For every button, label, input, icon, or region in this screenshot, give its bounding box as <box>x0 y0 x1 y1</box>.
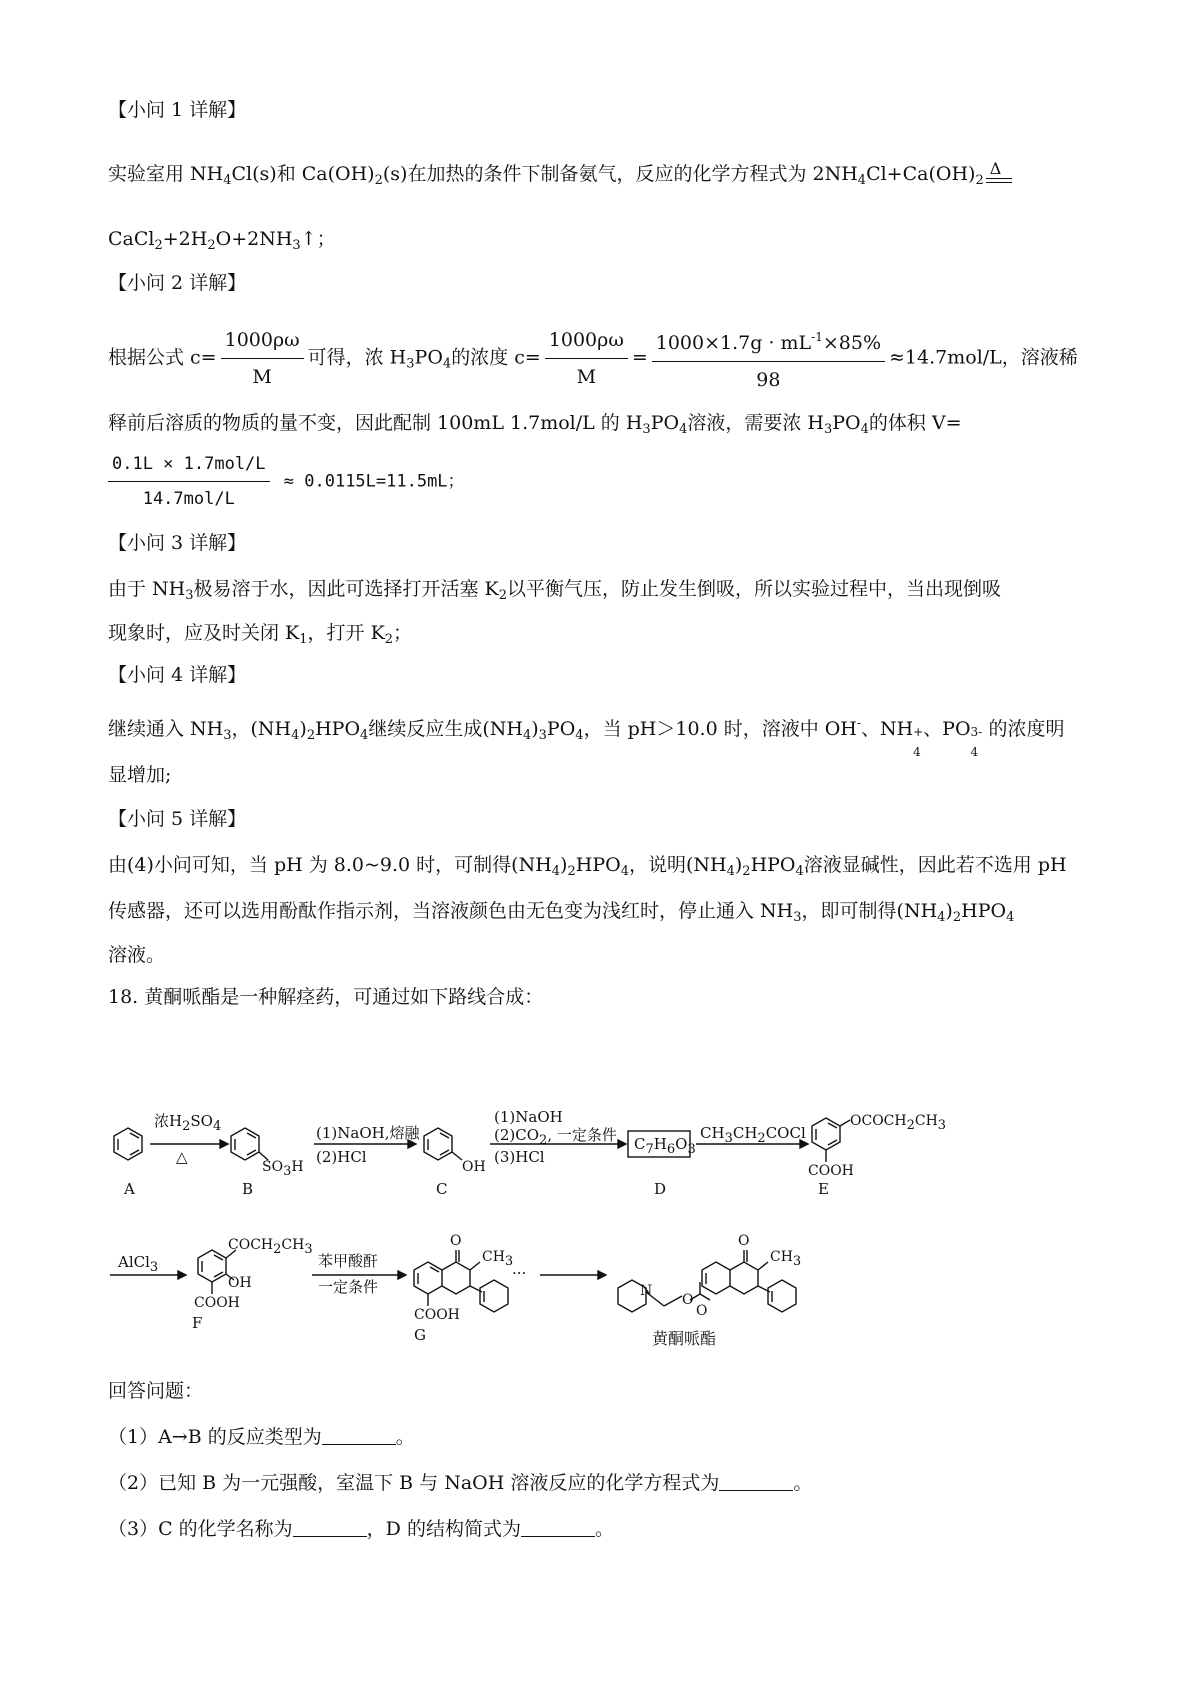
answer-blank[interactable] <box>521 1518 595 1537</box>
product-carbonyl-oxygen: O <box>738 1233 750 1249</box>
reagent-benzoic-anhydride: 苯甲酸酐 <box>318 1252 379 1270</box>
answer-prompt: 回答问题： <box>108 1380 204 1402</box>
g-carboxyl: COOH <box>414 1307 460 1323</box>
q5-text-line-3: 溶液。 <box>108 944 166 966</box>
q5-text-line-1: 由(4)小问可知，当 pH 为 8.0~9.0 时，可制得$(NH_4)_2HPO_4$，说明$(NH_4)_2HPO_4$溶液显碱性，因此若不选用 pH <box>108 854 1067 879</box>
label-a: A <box>124 1180 135 1198</box>
concentration-calc-fraction: $\frac{1000\times 1.7g \cdot mL^{-1}\times 85\%}{98}$ <box>652 322 885 395</box>
q4-text-line-1: 继续通入 $NH_3$，$(NH_4)_2HPO_4$继续反应生成$(NH_4)_3PO_4$，当 pH＞10.0 时，溶液中 OH-、NH + 4 、PO 3- 4 的浓度明 <box>108 716 1065 759</box>
multi-step-dots: ··· <box>512 1264 527 1282</box>
f-hydroxyl: OH <box>228 1275 252 1291</box>
q1-heading: 【小问 1 详解】 <box>108 99 247 121</box>
q2-text-line-2: 释前后溶质的物质的量不变，因此配制 100mL 1.7mol/L 的 $H_3PO_4$溶液，需要浓 $H_3PO_4$的体积 V= <box>108 412 962 437</box>
g-methyl: CH3 <box>482 1249 514 1269</box>
label-g: G <box>414 1326 426 1344</box>
product-ester-carbonyl: O <box>696 1303 708 1319</box>
label-c: C <box>436 1180 448 1198</box>
q2-heading: 【小问 2 详解】 <box>108 272 247 294</box>
e-ester-group: OCOCH2CH3 <box>850 1113 947 1133</box>
heating-condition: △ <box>176 1148 188 1166</box>
g-carbonyl-oxygen: O <box>450 1233 462 1249</box>
reagent-step-6-condition: 一定条件 <box>318 1278 379 1296</box>
product-name: 黄酮哌酯 <box>652 1329 717 1348</box>
reagent-step-2-top: (1)NaOH,熔融 <box>316 1124 420 1142</box>
density-formula-fraction: $\frac{1000\rho\omega}{M}$ <box>221 325 304 392</box>
f-acyl-group: COCH2CH3 <box>228 1237 313 1257</box>
q1-text-line-1: 实验室用 $NH_4Cl(s)$和 $Ca(OH)_2(s)$在加热的条件下制备氨气，反应的化学方程式为 $2NH_4Cl+Ca(OH)_2$ Δ <box>108 161 1012 194</box>
e-carboxyl: COOH <box>808 1163 854 1179</box>
reagent-conc-sulfuric: 浓H2SO4 <box>154 1112 222 1134</box>
q5-heading: 【小问 5 详解】 <box>108 808 247 830</box>
label-e: E <box>818 1180 829 1198</box>
product-methyl: CH3 <box>770 1249 802 1269</box>
q3-text-line-1: 由于 $NH_3$极易溶于水，因此可选择打开活塞 $K_2$以平衡气压，防止发生倒吸，所以实验过程中，当出现倒吸 <box>108 578 1002 603</box>
compound-d-formula: C7H6O3 <box>634 1135 696 1157</box>
sub-question-2: （2）已知 B 为一元强酸，室温下 B 与 NaOH 溶液反应的化学方程式为 。 <box>108 1472 813 1494</box>
reagent-propionyl-chloride: CH3CH2COCl <box>700 1124 806 1146</box>
reagent-step-3-line-1: (1)NaOH <box>494 1108 563 1126</box>
q1-text-line-2: $CaCl_2+2H_2O+2NH_3↑$； <box>108 228 336 253</box>
reagent-step-2-bottom: (2)HCl <box>316 1148 367 1166</box>
sub-question-1: （1）A→B 的反应类型为 。 <box>108 1426 415 1448</box>
product-ester-oxygen: O <box>682 1292 694 1308</box>
answer-blank[interactable] <box>293 1518 367 1537</box>
q4-text-line-2: 显增加; <box>108 764 172 786</box>
product-nitrogen: N <box>640 1283 653 1299</box>
label-d: D <box>654 1180 667 1198</box>
heating-symbol: Δ <box>989 159 1002 178</box>
reagent-step-3-line-3: (3)HCl <box>494 1148 545 1166</box>
question-18-intro: 18. 黄酮哌酯是一种解痉药，可通过如下路线合成： <box>108 986 544 1008</box>
reagent-step-3-line-2: (2)CO2, 一定条件 <box>494 1126 617 1148</box>
c-substituent: OH <box>462 1159 486 1175</box>
q2-volume-calc: $\frac{\text{0.1L × 1.7mol/L}}{\text{14.7mol/L}}$ ≈ 0.0115L=11.5mL； <box>108 450 465 513</box>
sub-question-3: （3）C 的化学名称为 ，D 的结构简式为 。 <box>108 1518 614 1540</box>
q3-text-line-2: 现象时，应及时关闭 $K_1$，打开 $K_2$； <box>108 622 413 647</box>
reagent-aluminum-chloride: AlCl3 <box>118 1253 159 1275</box>
q2-text-line-1: 根据公式 c= $\frac{1000\rho\omega}{M}$ 可得，浓 $H_3PO_4$的浓度 c= $\frac{1000\rho\omega}{M}$ = $\frac{1000\times 1.7g \cdot mL^{-1}\times 85\%}{98}$ ≈14.7mol/L，溶液稀 <box>108 322 1078 395</box>
label-f: F <box>192 1314 203 1332</box>
answer-blank[interactable] <box>719 1472 793 1491</box>
f-carboxyl: COOH <box>194 1295 240 1311</box>
q3-heading: 【小问 3 详解】 <box>108 532 247 554</box>
q5-text-line-2: 传感器，还可以选用酚酞作指示剂，当溶液颜色由无色变为浅红时，停止通入 $NH_3$，即可制得$(NH_4)_2HPO_4$ <box>108 900 1015 925</box>
b-substituent: SO3H <box>262 1159 304 1179</box>
q4-heading: 【小问 4 详解】 <box>108 664 247 686</box>
label-b: B <box>242 1180 254 1198</box>
answer-blank[interactable] <box>322 1426 396 1445</box>
